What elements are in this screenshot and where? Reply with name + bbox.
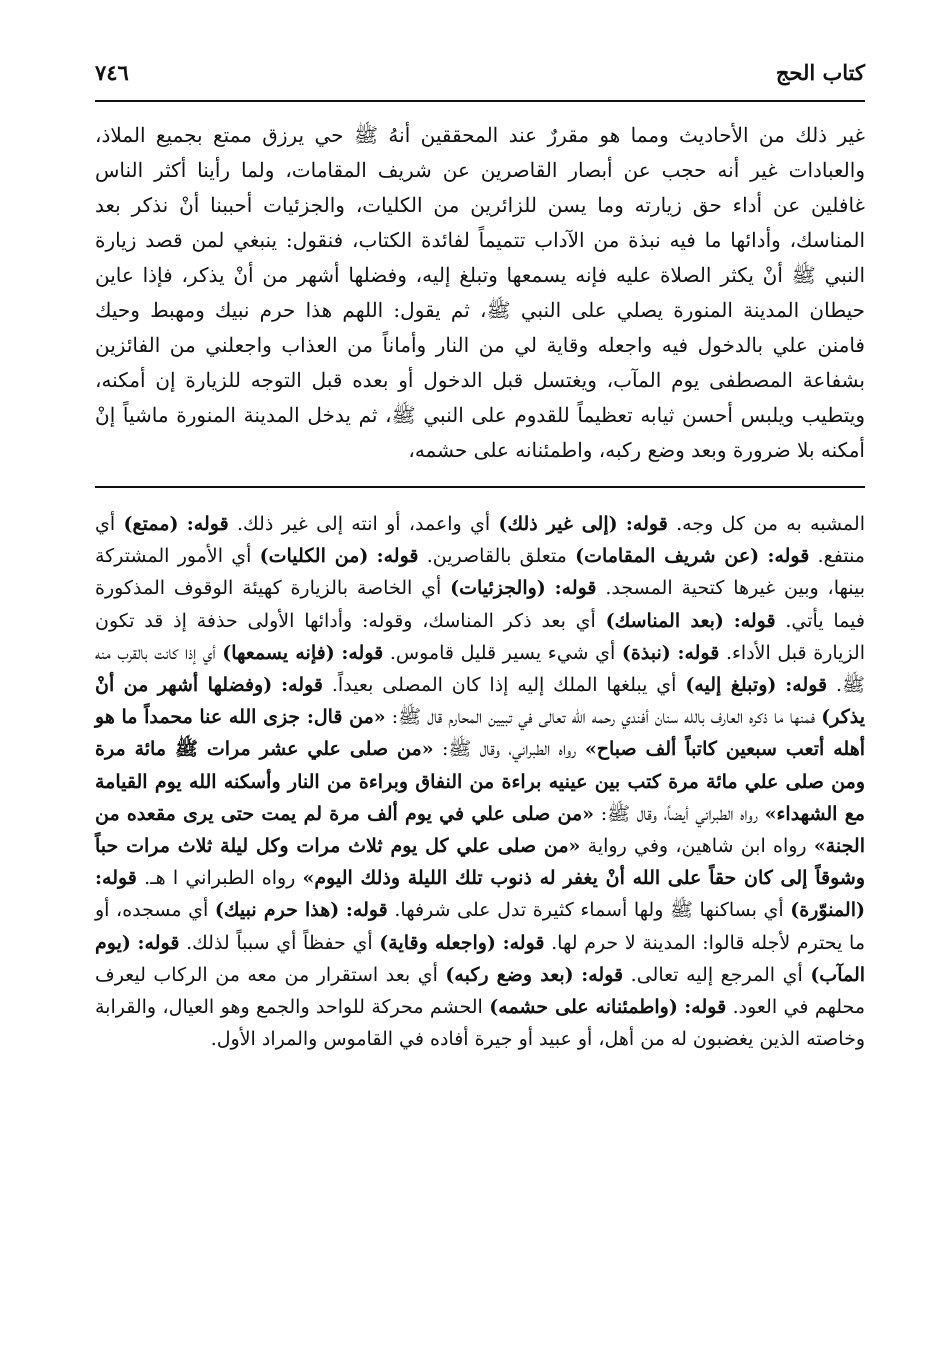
commentary-keyword: (من الكليات) (259, 545, 369, 568)
commentary-keyword: قوله: (767, 545, 810, 568)
commentary-keyword: (عن شريف المقامات) (575, 545, 760, 568)
commentary-keyword: قوله: (341, 641, 384, 664)
commentary-keyword: قوله: (186, 513, 229, 535)
commentary-text (546, 577, 555, 599)
page-number: ٧٤٦ (95, 60, 129, 85)
commentary-keyword: قوله: (554, 577, 597, 600)
commentary-text: الحشم محركة للواحد والجمع وهو العيال، والقرابة وخاصته الذين يغضبون له من أهل، أو عبيد أو جيرة أفاده في القاموس والمراد الأول. (95, 996, 865, 1051)
commentary-text (272, 674, 281, 696)
book-page (95, 60, 865, 1055)
commentary-text: متعلق بالقاصرين. (418, 545, 576, 568)
commentary-keyword: (نبذة) (621, 641, 671, 664)
commentary-text: أي الخاصة بالزيارة كهيئة الوقوف المذكورة فيما يأتي. (95, 577, 865, 632)
commentary-text (178, 513, 186, 535)
commentary-keyword: (يوم المآب) (95, 931, 866, 986)
commentary-keyword: قوله: (733, 609, 776, 632)
commentary-keyword: قوله: (785, 674, 828, 697)
header-rule (95, 100, 865, 102)
commentary-text (131, 932, 138, 954)
commentary-keyword: (المنوّرة) (790, 899, 865, 922)
commentary-text: أي إذا كانت بالقرب منه ﷺ. (95, 641, 866, 697)
commentary-text: رواه الطبراني، وقال ﷺ: (433, 738, 585, 761)
commentary-text: أي شيء يسير قليل قاموس. (383, 641, 622, 664)
commentary-keyword: قوله: (345, 899, 388, 922)
commentary-keyword: «من صلى علي في يوم ألف مرة لم يمت حتى يرى مقعده من الجنة» (95, 802, 865, 858)
commentary-keyword: (وفضلها أشهر من أنْ يذكر) (95, 674, 865, 729)
commentary-text (339, 899, 346, 921)
commentary-text: أي المرجع إليه تعالى. (623, 963, 811, 986)
commentary-keyword: (هذا حرم نبيك) (214, 899, 340, 922)
commentary-keyword: قوله: (581, 963, 624, 986)
footnote-separator (95, 486, 865, 488)
commentary-text: أي منتفع. (95, 513, 865, 568)
commentary-text: فمنها ما ذكره العارف بالله سنان أفندي رحمه الله تعالى في تبيين المحارم قال ﷺ: (385, 706, 822, 729)
commentary-text: أي مسجده، أو ما يحترم لأجله قالوا: المدينة لا حرم لها. (95, 899, 866, 954)
book-title: كتاب الحج (775, 60, 865, 85)
commentary-keyword: (بعد وضع ركبه) (445, 963, 574, 986)
commentary (95, 508, 865, 1055)
commentary-text (618, 513, 626, 535)
commentary-keyword: (واطمئنانه على حشمه) (489, 996, 678, 1019)
commentary-keyword: (بعد المناسك) (605, 609, 724, 632)
commentary-keyword: (ممتع) (123, 513, 179, 535)
commentary-keyword: قوله: (502, 931, 545, 954)
commentary-text: أي بعد استقرار من معه من الركاب ليعرف محلهم في العود. (95, 963, 865, 1019)
commentary-keyword: (وتبلغ إليه) (685, 674, 777, 697)
commentary-keyword: قوله: (137, 931, 180, 954)
commentary-text (368, 545, 376, 567)
commentary-text (496, 932, 503, 954)
commentary-keyword: (والجزئيات) (450, 577, 546, 600)
commentary-keyword: قوله: (95, 867, 137, 890)
commentary-paragraph (95, 508, 865, 1055)
commentary-text: أي الأمور المشتركة بينها، وبين غيرها كتحية المسجد. (95, 545, 865, 600)
commentary-text: المشبه به من كل وجه. (667, 513, 865, 535)
commentary-text: أي حفظاً أي سبباً لذلك. (179, 931, 380, 954)
commentary-text (724, 610, 734, 632)
commentary-text: أي بعد ذكر المناسك، وقوله: وأدائها الأولى حذفة إذ قد تكون الزيارة قبل الأداء. (95, 609, 865, 664)
commentary-text (776, 674, 785, 696)
commentary-keyword: قوله: (281, 674, 323, 697)
commentary-text: رواه الطبراني أيضاً، وقال ﷺ: (594, 802, 765, 825)
commentary-text: أي يبلغها الملك إليه إذا كان المصلى بعيداً. (323, 674, 686, 697)
main-text: غير ذلك من الأحاديث ومما هو مقررٌ عند المحققين أنهُ ﷺ حي يرزق ممتع بجميع الملاذ، والعبادات غير أنه حجب عن أبصار القاصرين عن شريف المقامات، ولما رأينا أكثر الناس غافلين عن أداء حق زيارته وما يسن للزائرين من الكليات، والجزئيات أحببنا أنْ نذكر بعد المناسك، وأدائها ما فيه نبذة من الآداب تتميماً لفائدة الكتاب، فنقول: ينبغي لمن قصد زيارة النبي ﷺ أنْ يكثر الصلاة عليه فإنه يسمعها وتبلغ إليه، وفضلها أشهر من أنْ يذكر، فإذا عاين حيطان المدينة المنورة يصلي على النبي ﷺ، ثم يقول: اللهم هذا حرم نبيك ومهبط وحيك فامنن علي بالدخول فيه واجعله وقاية لي من النار وأماناً من العذاب واجعلني من الفائزين بشفاعة المصطفى يوم المآب، ويغتسل قبل الدخول أو بعده قبل التوجه للزيارة إن أمكنه، ويتطيب ويلبس أحسن ثيابه تعظيماً للقدوم على النبي ﷺ، ثم يدخل المدينة المنورة ماشياً إنْ أمكنه بلا ضرورة وبعد وضع ركبه، واطمئنانه على حشمه، (95, 123, 865, 462)
commentary-keyword: (واجعله وقاية) (379, 931, 496, 954)
commentary-keyword: قوله: (376, 545, 419, 568)
commentary-text: أي واعمد، أو انته إلى غير ذلك. (228, 513, 499, 535)
commentary-text: أي بساكنها ﷺ ولها أسماء كثيرة تدل على شرفها. (387, 899, 791, 922)
commentary-keyword: (فإنه يسمعها) (222, 641, 335, 664)
commentary-keyword: «من صلى علي عشر مرات ﷺ مائة مرة ومن صلى علي مائة مرة كتب بين عينيه براءة من النفاق وبراءة من النار وأسكنه الله يوم القيامة مع الشهداء» (95, 738, 865, 825)
commentary-keyword: قوله: (677, 641, 720, 664)
commentary-keyword: «من صلى علي كل يوم ثلاث مرات وكل ليلة ثلاث مرات حباً وشوقاً إلى كان حقاً على الله أنْ يغفر له ذنوب تلك الليلة وذلك اليوم» (95, 835, 865, 890)
commentary-keyword: قوله: (625, 513, 668, 535)
commentary-text: رواه الطبراني ا هـ. (136, 867, 303, 890)
commentary-text: رواه ابن شاهين، وفي رواية (580, 835, 814, 858)
commentary-keyword: قوله: (684, 996, 727, 1019)
commentary-keyword: (إلى غير ذلك) (498, 513, 618, 535)
running-header (95, 60, 865, 96)
commentary-keyword: «من قال: جزى الله عنا محمداً ما هو أهله أتعب سبعين كاتباً ألف صباح» (95, 706, 865, 761)
